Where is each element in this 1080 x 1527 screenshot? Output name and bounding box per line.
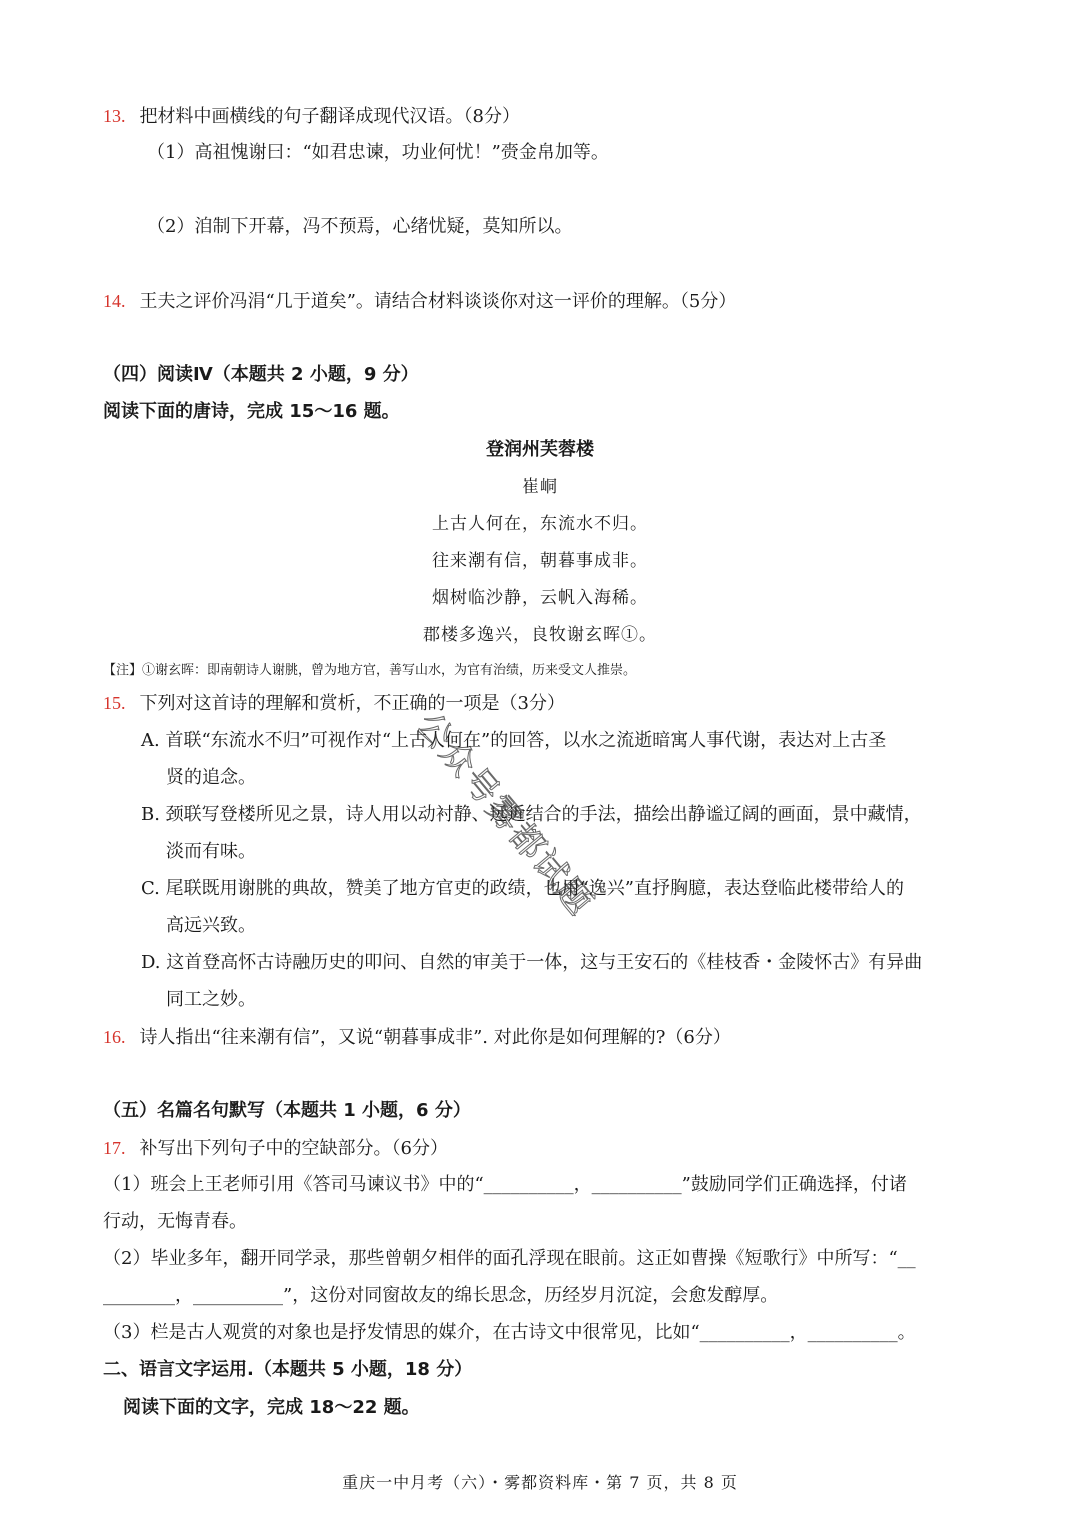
poem-line: 往来潮有信，朝暮事成非。 [432, 551, 648, 571]
question-number: 17. [103, 1138, 126, 1158]
question-text: 王夫之评价冯涓“几于道矣”。请结合材料谈谈你对这一评价的理解。（5分） [139, 291, 737, 312]
page-footer: 重庆一中月考（六）・雾都资料库・第 7 页，共 8 页 [342, 1473, 738, 1492]
question-14 [103, 289, 736, 314]
q13-sentence-2: （2）洎制下开幕，冯不预焉，心绪忧疑，莫知所以。 [147, 216, 573, 237]
section-4-instruction: 阅读下面的唐诗，完成 15～16 题。 [103, 401, 400, 422]
q13-sentence-1: （1）高祖愧谢曰：“如君忠谏，功业何忧！”赍金帛加等。 [147, 142, 609, 163]
q17-part-2: （2）毕业多年，翻开同学录，那些曾朝夕相伴的面孔浮现在眼前。这正如曹操《短歌行》中所写：“__ [103, 1248, 916, 1269]
question-17 [103, 1136, 448, 1161]
option-a: A. 首联“东流水不归”可视作对“上古人何在”的回答，以水之流逝暗寓人事代谢，表达对上古圣 [141, 730, 887, 751]
question-text: 把材料中画横线的句子翻译成现代汉语。（8分） [139, 106, 520, 127]
poem-line: 上古人何在，东流水不归。 [432, 514, 648, 534]
section-4-title: （四）阅读Ⅳ（本题共 2 小题，9 分） [103, 364, 419, 385]
question-number: 16. [103, 1027, 126, 1047]
q17-part-1-cont: 行动，无悔青春。 [103, 1211, 247, 1232]
section-2-title: 二、语言文字运用.（本题共 5 小题，18 分） [103, 1359, 473, 1380]
question-text: 补写出下列句子中的空缺部分。（6分） [139, 1138, 448, 1159]
q17-part-3: （3）栏是古人观赏的对象也是抒发情思的媒介，在古诗文中很常见，比如“__________，__________。 [103, 1322, 916, 1343]
option-b: B. 颈联写登楼所见之景，诗人用以动衬静、远近结合的手法，描绘出静谧辽阔的画面，景中藏情， [141, 804, 922, 825]
question-number: 13. [103, 106, 126, 126]
question-16 [103, 1025, 731, 1050]
watermark-text: 公众号雾都试题 [408, 705, 601, 924]
poem-note: 【注】①谢玄晖：即南朝诗人谢朓，曾为地方官，善写山水，为官有治绩，历来受文人推崇。 [103, 663, 637, 678]
question-13 [103, 104, 520, 129]
section-2-instruction: 阅读下面的文字，完成 18～22 题。 [123, 1397, 420, 1418]
question-text: 诗人指出“往来潮有信”，又说“朝暮事成非”. 对此你是如何理解的?（6分） [139, 1027, 731, 1048]
option-b-cont: 淡而有味。 [166, 841, 256, 862]
option-d-cont: 同工之妙。 [166, 989, 256, 1010]
option-c-cont: 高远兴致。 [166, 915, 256, 936]
question-text: 下列对这首诗的理解和赏析，不正确的一项是（3分） [139, 693, 565, 714]
poem-line: 烟树临沙静，云帆入海稀。 [432, 588, 648, 608]
option-d: D. 这首登高怀古诗融历史的叩问、自然的审美于一体，这与王安石的《桂枝香・金陵怀古》有异曲 [141, 952, 923, 973]
poem-title: 登润州芙蓉楼 [486, 439, 594, 460]
option-a-cont: 贤的追念。 [166, 767, 256, 788]
q17-part-1: （1）班会上王老师引用《答司马谏议书》中的“__________，__________”鼓励同学们正确选择，付诸 [103, 1174, 907, 1195]
q17-part-2-cont: ________，__________”，这份对同窗故友的绵长思念，历经岁月沉淀，会愈发醇厚。 [103, 1285, 779, 1306]
question-15 [103, 691, 565, 716]
option-c: C. 尾联既用谢朓的典故，赞美了地方官吏的政绩，也用“逸兴”直抒胸臆，表达登临此楼带给人的 [141, 878, 904, 899]
question-number: 14. [103, 291, 126, 311]
section-5-title: （五）名篇名句默写（本题共 1 小题，6 分） [103, 1100, 471, 1121]
poem-line: 郡楼多逸兴，良牧谢玄晖①。 [423, 625, 657, 645]
poem-author: 崔峒 [522, 477, 558, 497]
question-number: 15. [103, 693, 126, 713]
